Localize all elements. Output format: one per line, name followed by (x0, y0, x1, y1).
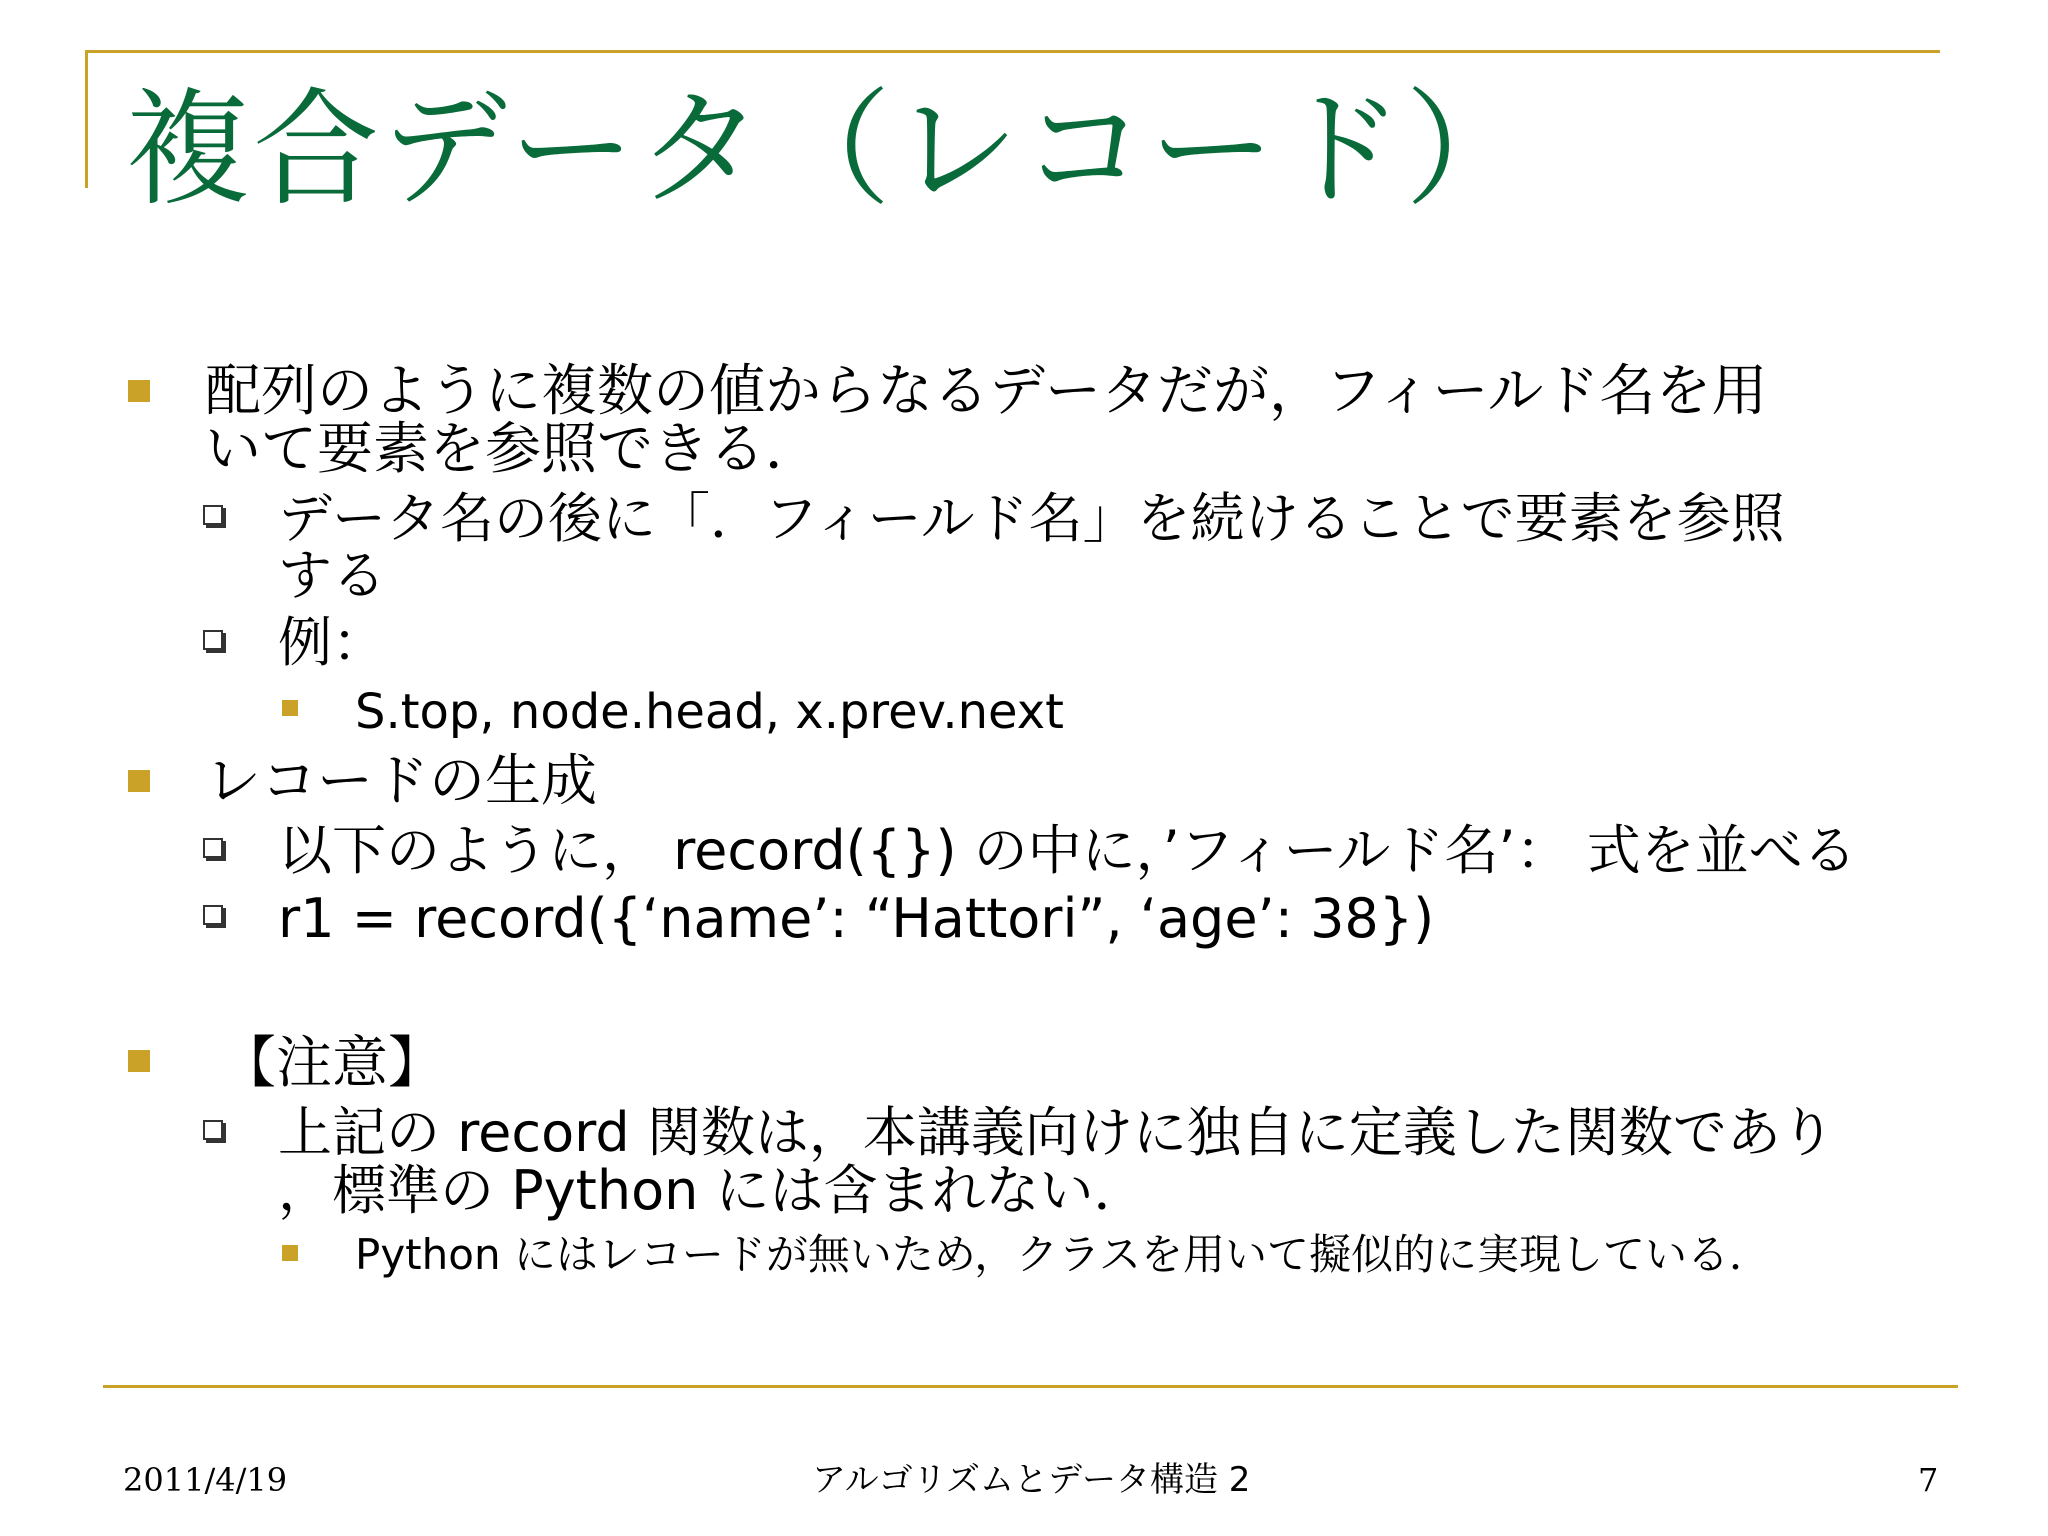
bottom-rule (103, 1385, 1958, 1388)
sub-sub-bullet-icon (282, 700, 298, 716)
footer-course-title: アルゴリズムとデータ構造 2 (812, 1460, 1251, 1500)
sub-bullet-text: ，標準の Python には含まれない． (278, 1159, 1148, 1222)
sub-bullet-text: する (278, 544, 386, 607)
bullet-text: いて要素を参照できる． (205, 417, 821, 482)
sub-bullet-text: データ名の後に「．フィールド名」を続けることで要素を参照 (278, 487, 1785, 550)
bullet-square-icon (128, 770, 150, 792)
bullet-square-icon (128, 380, 150, 402)
sub-bullet-box-icon (203, 838, 223, 858)
sub-bullet-text: 以下のように， record({}) の中に，’フィールド名’： 式を並べる (278, 819, 1857, 882)
footer-date: 2011/4/19 (123, 1461, 288, 1499)
sub-sub-bullet-text: Python にはレコードが無いため，クラスを用いて擬似的に実現している． (355, 1230, 1771, 1279)
sub-bullet-box-icon (203, 1120, 223, 1140)
bullet-text: 【注意】 (220, 1031, 444, 1096)
bullet-text: 配列のように複数の値からなるデータだが，フィールド名を用 (205, 359, 1768, 424)
bullet-text: レコードの生成 (205, 749, 597, 814)
slide-title: 複合データ（レコード） (125, 76, 1533, 223)
footer-page-number: 7 (1918, 1461, 1939, 1499)
sub-bullet-box-icon (203, 905, 223, 925)
sub-bullet-text: r1 = record({‘name’: “Hattori”, ‘age’: 38}) (278, 887, 1435, 950)
bullet-square-icon (128, 1050, 150, 1072)
sub-bullet-text: 例： (278, 611, 386, 674)
sub-bullet-box-icon (203, 630, 223, 650)
sub-sub-bullet-icon (282, 1245, 298, 1261)
sub-bullet-box-icon (203, 505, 223, 525)
sub-sub-bullet-text: S.top, node.head, x.prev.next (355, 684, 1064, 740)
left-rule (85, 50, 88, 188)
sub-bullet-text: 上記の record 関数は，本講義向けに独自に定義した関数であり (278, 1101, 1835, 1164)
top-rule (85, 50, 1940, 53)
